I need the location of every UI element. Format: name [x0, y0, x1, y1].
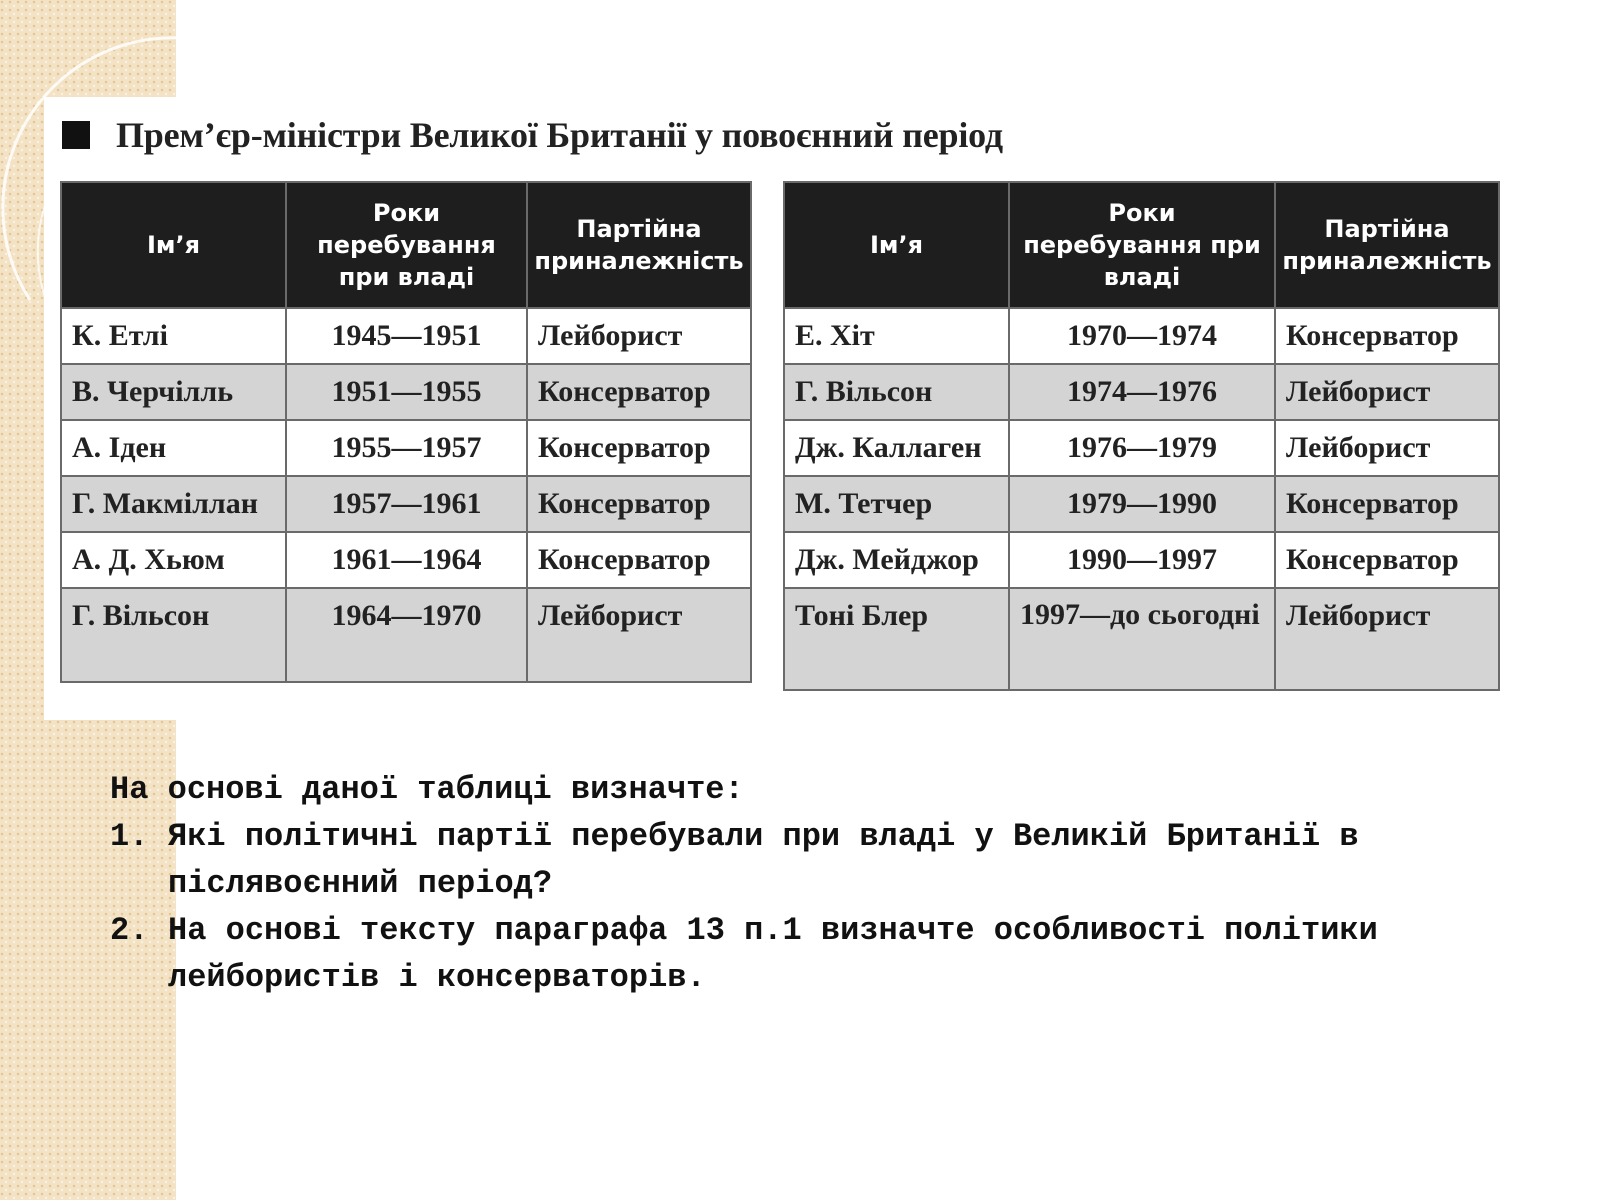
pm-years: 1957—1961	[286, 476, 527, 532]
pm-party: Лейборист	[1275, 420, 1499, 476]
pm-years: 1955—1957	[286, 420, 527, 476]
pm-party: Лейборист	[1275, 364, 1499, 420]
title-row	[62, 113, 1003, 157]
table-row	[784, 476, 1499, 532]
question-text: На основі тексту параграфа 13 п.1 визначте особливості політики лейбористів і консерваторів.	[168, 912, 1378, 996]
pm-name: В. Черчілль	[61, 364, 286, 420]
table-row	[784, 532, 1499, 588]
table-row	[784, 364, 1499, 420]
pm-party: Лейборист	[527, 308, 751, 364]
pm-years: 1979—1990	[1009, 476, 1275, 532]
square-bullet-icon	[62, 121, 90, 149]
pm-name: Е. Хіт	[784, 308, 1009, 364]
header-years: Роки перебування при владі	[1009, 182, 1275, 308]
pm-party: Консерватор	[527, 364, 751, 420]
pm-name: Дж. Каллаген	[784, 420, 1009, 476]
question-item	[110, 907, 1550, 1001]
pm-name: А. Д. Хьюм	[61, 532, 286, 588]
pm-years: 1990—1997	[1009, 532, 1275, 588]
header-name: Ім’я	[61, 182, 286, 308]
pm-party: Консерватор	[1275, 308, 1499, 364]
questions-list	[110, 813, 1550, 1001]
pm-name: А. Іден	[61, 420, 286, 476]
header-party: Партійна приналежність	[527, 182, 751, 308]
pm-table-right	[783, 181, 1500, 691]
pm-name: Г. Вільсон	[784, 364, 1009, 420]
pm-party: Лейборист	[1275, 588, 1499, 690]
table-row	[61, 308, 751, 364]
pm-years: 1970—1974	[1009, 308, 1275, 364]
pm-years: 1945—1951	[286, 308, 527, 364]
pm-name: Тоні Блер	[784, 588, 1009, 690]
page-title: Прем’єр-міністри Великої Британії у повоєнний період	[116, 115, 1003, 155]
table-row	[61, 532, 751, 588]
content-panel	[44, 97, 1600, 720]
pm-party: Консерватор	[527, 476, 751, 532]
question-number: 2.	[110, 912, 149, 949]
pm-name: К. Етлі	[61, 308, 286, 364]
table-row	[784, 420, 1499, 476]
pm-years: 1964—1970	[286, 588, 527, 682]
header-name: Ім’я	[784, 182, 1009, 308]
pm-name: М. Тетчер	[784, 476, 1009, 532]
question-text: Які політичні партії перебували при владі у Великій Британії в післявоєнний період?	[168, 818, 1359, 902]
question-item	[110, 813, 1550, 907]
pm-years: 1976—1979	[1009, 420, 1275, 476]
pm-party: Консерватор	[527, 420, 751, 476]
table-row	[61, 364, 751, 420]
table-row	[61, 420, 751, 476]
table-row	[784, 588, 1499, 690]
question-number: 1.	[110, 818, 149, 855]
pm-party: Лейборист	[527, 588, 751, 682]
pm-years: 1951—1955	[286, 364, 527, 420]
pm-table-left	[60, 181, 752, 683]
questions-block	[110, 766, 1550, 1001]
pm-name: Г. Вільсон	[61, 588, 286, 682]
pm-years: 1974—1976	[1009, 364, 1275, 420]
pm-party: Консерватор	[527, 532, 751, 588]
questions-intro: На основі даної таблиці визначте:	[110, 771, 744, 808]
table-row	[784, 308, 1499, 364]
pm-years: 1997—до сьогодні	[1009, 588, 1275, 690]
pm-years: 1961—1964	[286, 532, 527, 588]
table-row	[61, 476, 751, 532]
pm-party: Консерватор	[1275, 532, 1499, 588]
pm-party: Консерватор	[1275, 476, 1499, 532]
pm-name: Дж. Мейджор	[784, 532, 1009, 588]
table-row	[61, 588, 751, 682]
header-party: Партійна приналежність	[1275, 182, 1499, 308]
pm-name: Г. Макміллан	[61, 476, 286, 532]
header-years: Роки перебування при владі	[286, 182, 527, 308]
